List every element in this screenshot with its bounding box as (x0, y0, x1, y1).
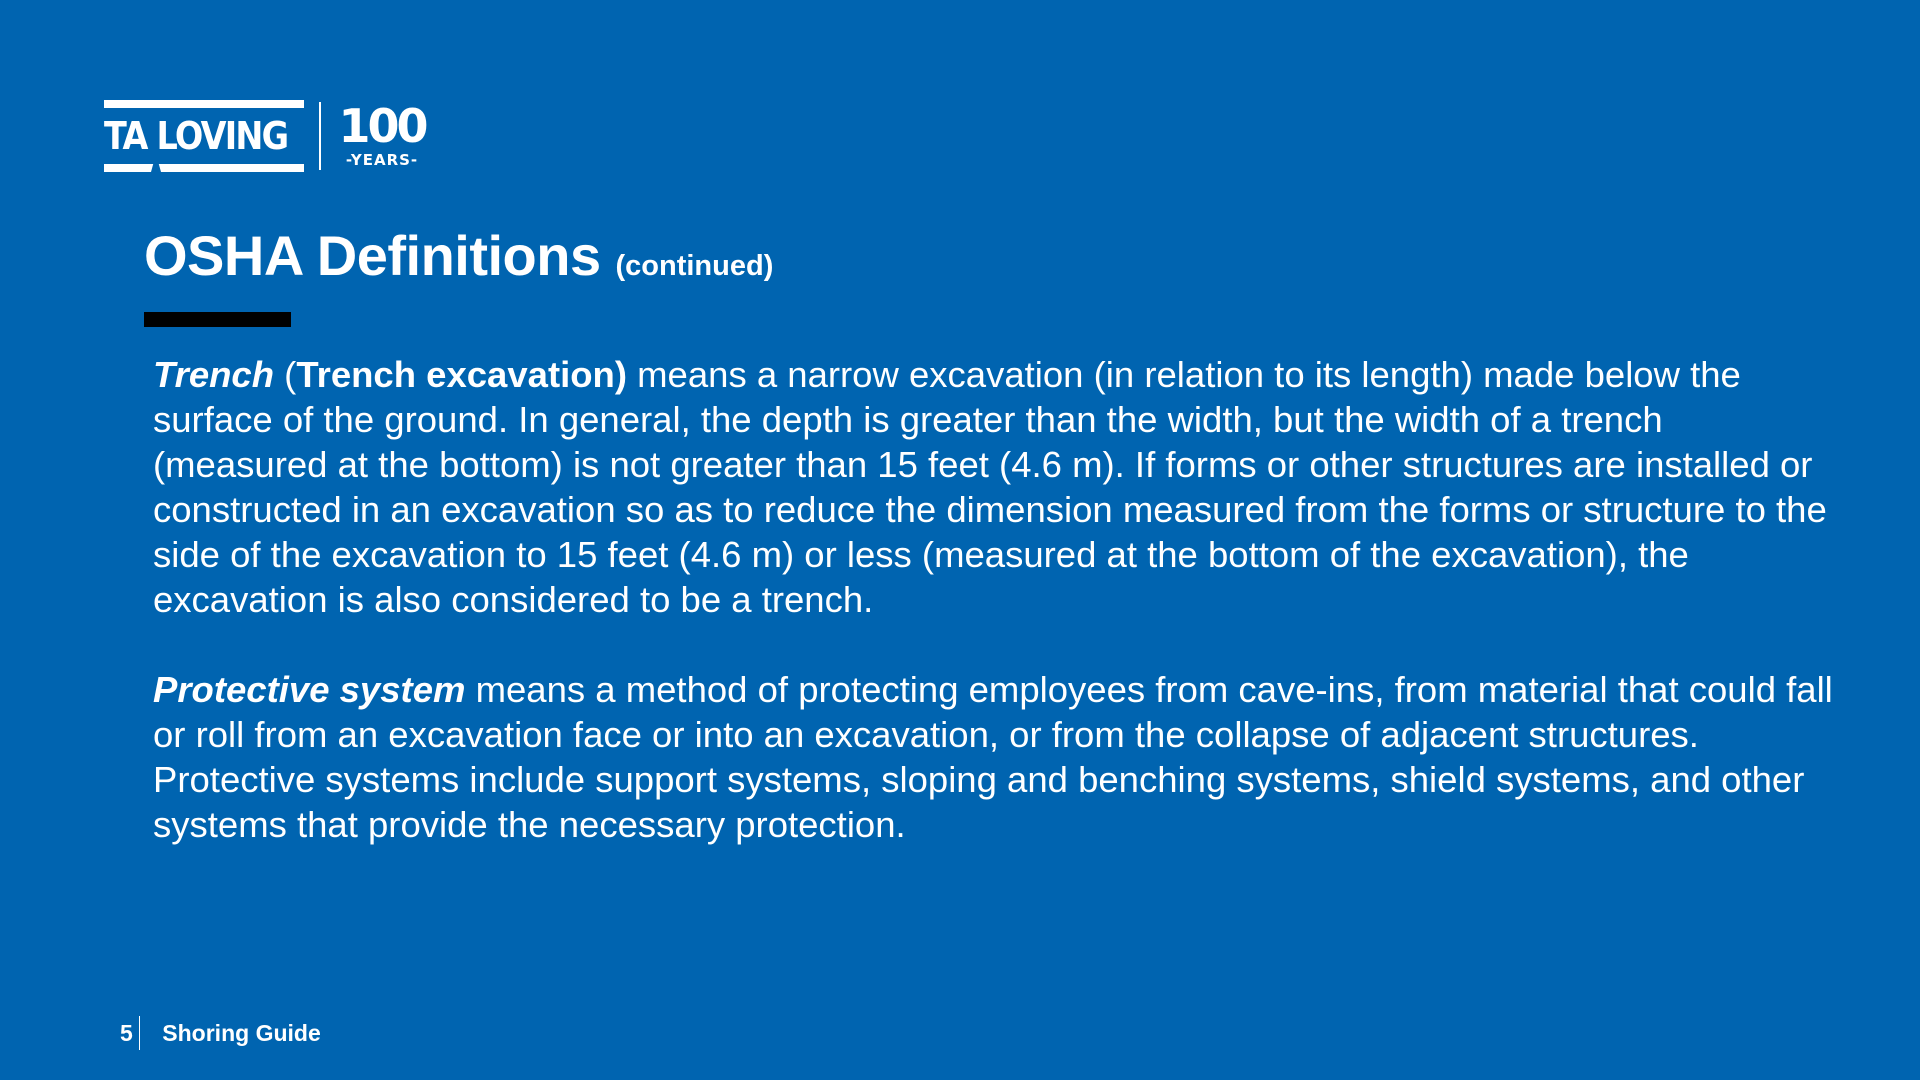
logo-top-bar (104, 100, 304, 108)
page-title (144, 224, 773, 288)
logo-100-years (335, 99, 429, 169)
logo-shovel-mark (151, 154, 161, 172)
page-title-main: OSHA Definitions (144, 224, 601, 287)
logo-years-label: -YEARS- (345, 151, 419, 169)
definition-term: Protective system (153, 669, 466, 710)
definition-open-paren: ( (274, 354, 297, 395)
definition-trench (153, 352, 1833, 622)
logo-divider (319, 102, 321, 170)
footer-divider (139, 1016, 141, 1050)
definition-alternate-term: Trench excavation) (296, 354, 627, 395)
logo-wordmark (104, 100, 304, 172)
logo-years-number: 100 (338, 99, 426, 153)
definitions-body (153, 352, 1833, 847)
definition-term: Trench (153, 354, 275, 395)
page-title-subtitle: (continued) (615, 250, 774, 282)
ta-loving-logo (104, 100, 429, 172)
definition-text: means a method of protecting employees from cave-ins, from material that could fall or roll from an excavation face or into an excavation, or from the collapse of adjacent structures. Protective systems include support systems, sloping and benching systems, shield systems, and other systems that provide the necessary protection. (153, 669, 1833, 845)
page-number: 5 (120, 1019, 133, 1046)
definition-protective-system (153, 667, 1833, 847)
title-underline (144, 312, 291, 327)
definition-text: means a narrow excavation (in relation to its length) made below the surface of the ground. In general, the depth is greater than the width, but the width of a trench (measured at the bottom) is not greater than 15 feet (4.6 m). If forms or other structures are installed or constructed in an excavation so as to reduce the dimension measured from the forms or structure to the side of the excavation to 15 feet (4.6 m) or less (measured at the bottom of the excavation), the excavation is also considered to be a trench. (153, 354, 1827, 620)
page-footer (120, 1015, 321, 1051)
logo-bottom-bar (104, 164, 304, 172)
footer-document-title: Shoring Guide (162, 1019, 321, 1046)
logo-wordmark-text: TA LOVING (104, 114, 288, 158)
